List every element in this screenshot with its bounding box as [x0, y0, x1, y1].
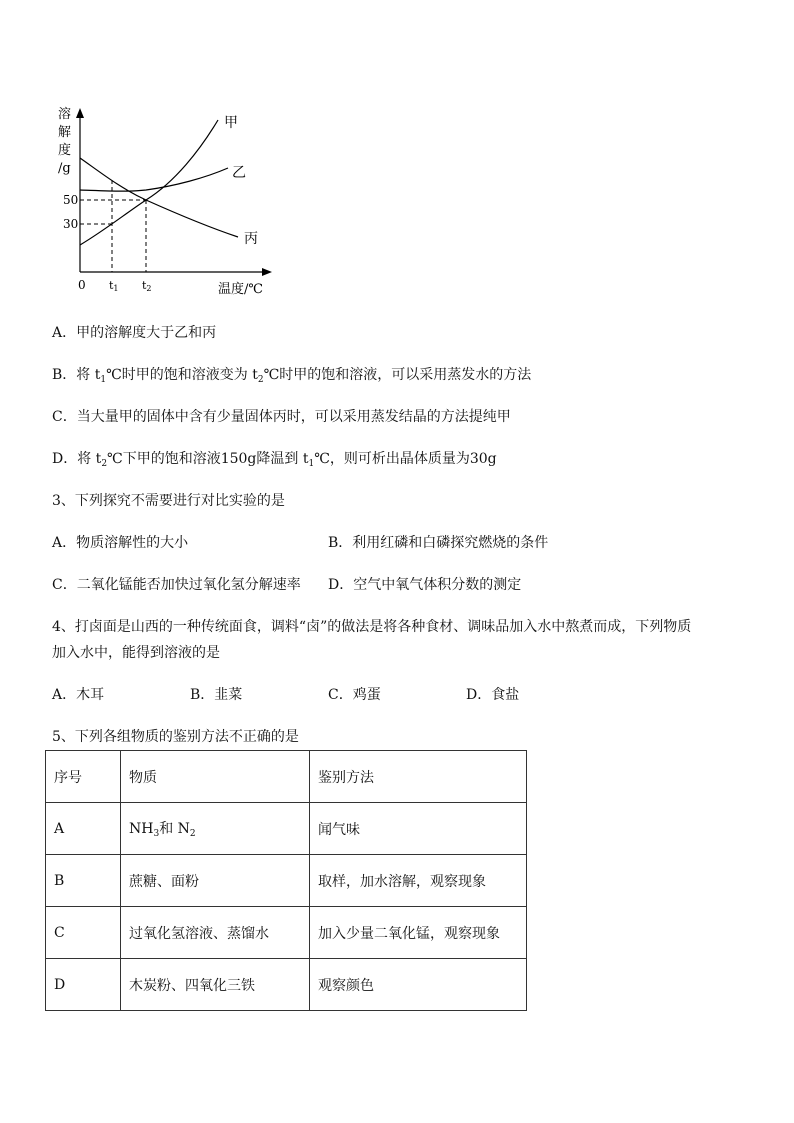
series-label-jia: 甲: [224, 115, 238, 131]
q2-option-d-post: ℃，则可析出晶体质量为30g: [314, 451, 497, 467]
row-method: 取样，加水溶解，观察现象: [310, 855, 527, 907]
table-row: [46, 907, 527, 959]
row-substance: 过氧化氢溶液、蒸馏水: [121, 907, 310, 959]
row-id: B: [46, 855, 121, 907]
q2-option-d-sub2: 1: [308, 459, 315, 469]
x-tick-t1-sub: 1: [113, 284, 119, 293]
q2-option-d-pre: D．将 t: [52, 451, 102, 467]
q2-option-b-sub2: 2: [257, 375, 264, 385]
q2-option-b-sub1: 1: [100, 375, 107, 385]
q5-stem: 5、下列各组物质的鉴别方法不正确的是: [52, 729, 299, 745]
series-label-bing: 丙: [244, 231, 258, 247]
q4-option-d: D．食盐: [466, 687, 520, 703]
origin-label: 0: [78, 278, 86, 292]
q2-option-d-sub1: 2: [101, 459, 108, 469]
table-row: [46, 803, 527, 855]
row-a-nh: NH: [129, 821, 154, 837]
x-tick-t2-sub: 2: [146, 284, 152, 293]
table-row: [46, 959, 527, 1011]
q3-option-c: C．二氧化锰能否加快过氧化氢分解速率: [52, 577, 301, 593]
q2-option-a: A．甲的溶解度大于乙和丙: [52, 325, 217, 341]
row-method: 加入少量二氧化锰，观察现象: [310, 907, 527, 959]
y-axis-label-1: 溶: [58, 107, 72, 122]
header-cell-id: 序号: [46, 751, 121, 803]
q4-stem-line1: 4、打卤面是山西的一种传统面食，调料“卤”的做法是将各种食材、调味品加入水中熬煮而成，下列物质: [52, 619, 692, 635]
row-method: 闻气味: [310, 803, 527, 855]
row-id: D: [46, 959, 121, 1011]
row-a-sub3: 3: [153, 829, 160, 839]
q2-option-d-mid: ℃下甲的饱和溶液150g降温到 t: [107, 451, 309, 467]
x-axis-label: 温度/℃: [218, 282, 263, 297]
q3-stem: 3、下列探究不需要进行对比实验的是: [52, 493, 285, 509]
q5-table: [45, 750, 527, 1011]
row-id: A: [46, 803, 121, 855]
row-substance: 木炭粉、四氧化三铁: [121, 959, 310, 1011]
x-tick-t1: t1: [109, 279, 119, 293]
q4-option-c: C．鸡蛋: [328, 687, 381, 703]
series-line-yi: [80, 168, 228, 191]
series-label-yi: 乙: [232, 165, 246, 181]
q2-option-b-pre: B．将 t: [52, 367, 101, 383]
header-cell-method: 鉴别方法: [310, 751, 527, 803]
x-axis-arrow: [262, 268, 272, 276]
row-method: 观察颜色: [310, 959, 527, 1011]
row-id: C: [46, 907, 121, 959]
table-row: [46, 855, 527, 907]
y-axis-arrow: [76, 108, 84, 118]
row-substance: [121, 803, 310, 855]
series-line-bing: [80, 158, 238, 237]
q2-option-c: C．当大量甲的固体中含有少量固体丙时，可以采用蒸发结晶的方法提纯甲: [52, 409, 511, 425]
y-axis-label-4: /g: [58, 161, 71, 176]
y-tick-50: 50: [63, 193, 79, 207]
q4-option-a: A．木耳: [52, 687, 105, 703]
row-a-sub2: 2: [189, 829, 196, 839]
x-tick-t2: t2: [142, 279, 152, 293]
series-line-jia: [80, 120, 218, 245]
y-tick-30: 30: [63, 217, 79, 231]
q3-option-a: A．物质溶解性的大小: [52, 535, 189, 551]
q3-option-d: D．空气中氧气体积分数的测定: [328, 577, 522, 593]
header-cell-substance: 物质: [121, 751, 310, 803]
q4-stem-line2: 加入水中，能得到溶液的是: [52, 645, 220, 661]
q3-option-b: B．利用红磷和白磷探究燃烧的条件: [328, 535, 549, 551]
y-axis-label-3: 度: [58, 143, 72, 158]
row-substance: 蔗糖、面粉: [121, 855, 310, 907]
y-axis-label-2: 解: [58, 125, 72, 140]
q2-option-b-post: ℃时甲的饱和溶液，可以采用蒸发水的方法: [263, 367, 532, 383]
q2-option-d: [52, 449, 497, 474]
q4-option-b: B．韭菜: [190, 687, 243, 703]
q2-option-b: [52, 365, 531, 390]
q2-option-b-mid: ℃时甲的饱和溶液变为 t: [106, 367, 258, 383]
table-header-row: [46, 751, 527, 803]
row-a-and-n: 和 N: [159, 821, 190, 837]
solubility-chart: [0, 0, 794, 310]
